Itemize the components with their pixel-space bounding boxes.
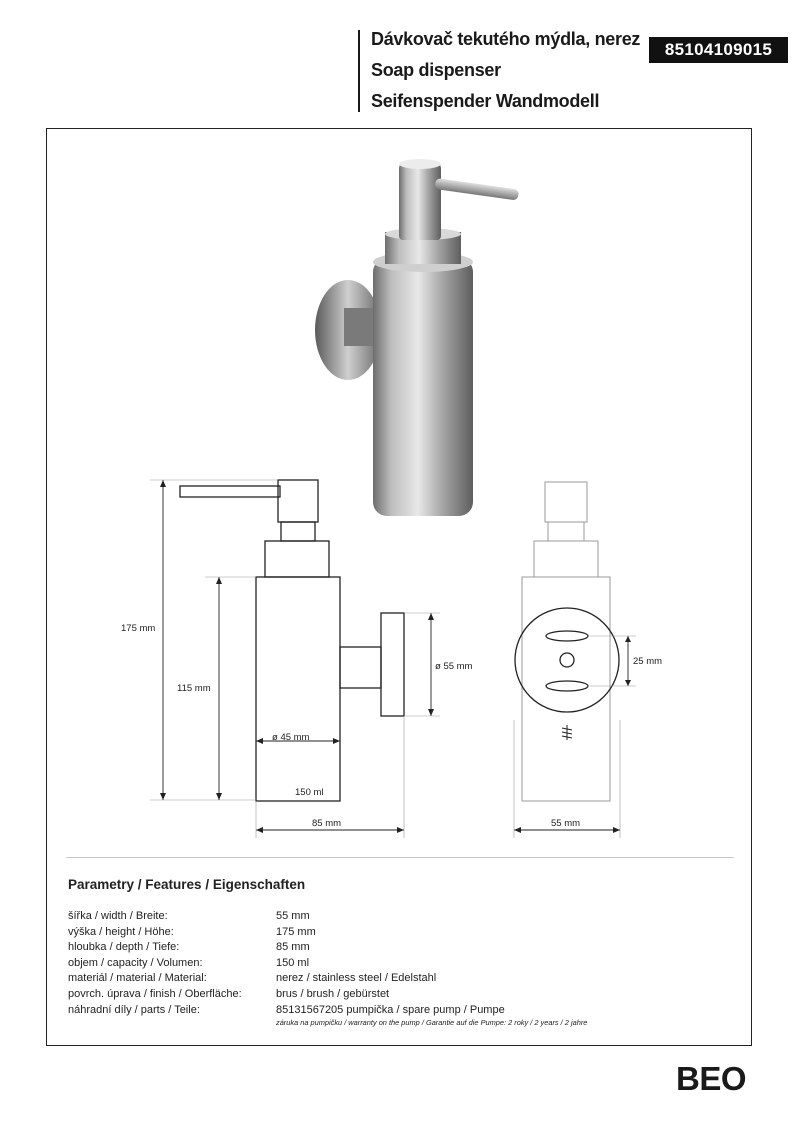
dim-depth: 85 mm	[312, 818, 342, 829]
product-photo	[300, 150, 530, 520]
front-flange	[515, 608, 619, 712]
spec-label: materiál / material / Material:	[68, 972, 207, 985]
spec-label: šířka / width / Breite:	[68, 910, 168, 922]
dim-width: 55 mm	[551, 818, 581, 829]
spec-row	[68, 926, 505, 942]
spec-label: náhradní díly / parts / Teile:	[68, 1003, 200, 1016]
side-bracket	[340, 647, 381, 688]
mount-slot-top	[546, 631, 588, 641]
spec-label: objem / capacity / Volumen:	[68, 956, 203, 969]
title-german: Seifenspender Wandmodell	[371, 91, 600, 111]
title-divider	[358, 30, 360, 112]
side-collar	[265, 541, 329, 577]
spec-table	[68, 910, 505, 1019]
technical-drawing	[100, 470, 700, 840]
spec-label: výška / height / Höhe:	[68, 925, 174, 938]
dim-body-diameter: ø 45 mm	[272, 732, 310, 743]
side-pump-head	[278, 480, 318, 522]
spec-value: 85131567205 pumpička / spare pump / Pumpe	[276, 1003, 505, 1016]
section-divider	[66, 857, 734, 858]
spec-row	[68, 972, 505, 988]
brand-logo: BEO	[676, 1060, 747, 1097]
dim-total-height: 175 mm	[121, 623, 156, 634]
pump-head	[399, 159, 519, 240]
side-body	[256, 577, 340, 801]
side-flange	[381, 613, 404, 716]
title-czech: Dávkovač tekutého mýdla, nerez	[371, 29, 641, 49]
front-pump-head	[545, 482, 587, 522]
spec-value: 55 mm	[276, 910, 310, 922]
front-screw	[562, 725, 572, 740]
spec-value: 150 ml	[276, 956, 310, 969]
spec-value: 175 mm	[276, 925, 316, 938]
dim-flange-diameter: ø 55 mm	[435, 661, 473, 672]
title-english: Soap dispenser	[371, 60, 501, 80]
spec-label: povrch. úprava / finish / Oberfläche:	[68, 987, 242, 1000]
dim-body-height: 115 mm	[177, 683, 211, 694]
front-collar	[534, 541, 598, 577]
spec-value: nerez / stainless steel / Edelstahl	[276, 972, 437, 985]
side-lever	[180, 486, 280, 497]
warranty-note: záruka na pumpičku / warranty on the pump / Garantie auf die Pumpe: 2 roky / 2 years / 2 jahre	[276, 1018, 588, 1027]
spec-value: brus / brush / gebürstet	[276, 987, 390, 1000]
spec-row	[68, 988, 505, 1004]
spec-row	[68, 910, 505, 926]
side-pump-stem	[281, 522, 315, 541]
front-pump-stem	[548, 522, 584, 541]
spec-value: 85 mm	[276, 941, 310, 954]
features-heading: Parametry / Features / Eigenschaften	[68, 877, 306, 892]
front-body	[522, 577, 610, 801]
wall-flange	[315, 280, 381, 380]
dim-capacity: 150 ml	[295, 787, 324, 798]
mount-hole	[560, 653, 574, 667]
product-code-badge: 85104109015	[649, 37, 788, 63]
mount-slot-bottom	[546, 681, 588, 691]
spec-row	[68, 957, 505, 973]
dim-hole-spacing: 25 mm	[633, 656, 663, 667]
spec-label: hloubka / depth / Tiefe:	[68, 941, 180, 954]
spec-row	[68, 941, 505, 957]
spec-row	[68, 1004, 505, 1020]
